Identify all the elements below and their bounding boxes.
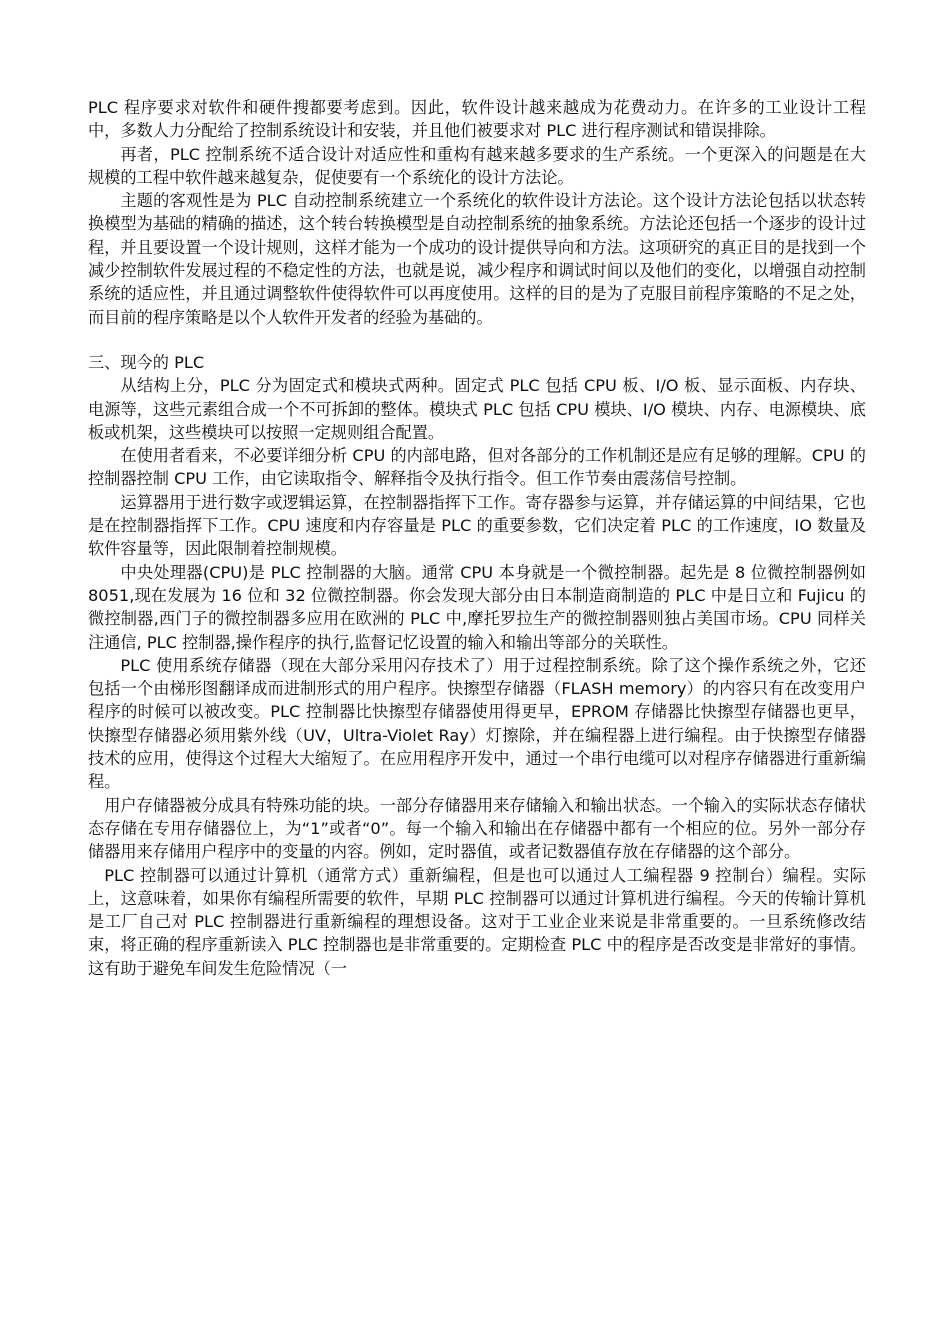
paragraph-user-memory: 用户存储器被分成具有特殊功能的块。一部分存储器用来存储输入和输出状态。一个输入的实际状态存储状态存储在专用存储器位上，为“1”或者“0”。每一个输入和输出在存储器中都有一个相应的位。另外一部分存储器用来存储用户程序中的变量的内容。例如，定时器值，或者记数器值存放在存储器的这个部分。 — [88, 795, 866, 862]
paragraph-flexibility: 再者，PLC 控制系统不适合设计对适应性和重构有越来越多要求的生产系统。一个更深入的问题是在大规模的工程中软件越来越复杂，促使要有一个系统化的设计方法论。 — [88, 144, 866, 187]
section-heading: 三、现今的 PLC — [88, 352, 205, 372]
paragraph-cpu-controller: 在使用者看来，不必要详细分析 CPU 的内部电路，但对各部分的工作机制还是应有足够的理解。CPU 的控制器控制 CPU 工作，由它读取指令、解释指令及执行指令。但工作节奏由震荡信号控制。 — [88, 446, 866, 489]
paragraph-structure: 从结构上分，PLC 分为固定式和模块式两种。固定式 PLC 包括 CPU 板、I/O 板、显示面板、内存块、电源等，这些元素组合成一个不可拆卸的整体。模块式 PLC 包括 CPU 模块、I/O 模块、内存、电源模块、底板或机架，这些模块可以按照一定规则组合配置。 — [88, 376, 866, 442]
paragraph-system-memory: PLC 使用系统存储器（现在大部分采用闪存技术了）用于过程控制系统。除了这个操作系统之外，它还包括一个由梯形图翻译成而进制形式的用户程序。快擦型存储器（FLASH memory）的内容只有在改变用户程序的时候可以被改变。PLC 控制器比快擦型存储器使用得更早，EPROM 存储器比快擦型存储器也更早，快擦型存储器必须用紫外线（UV，Ultra-Violet Ray）灯擦除，并在编程器上进行编程。由于快擦型存储器技术的应用，使得这个过程大大缩短了。在应用程序开发中，通过一个串行电缆可以对程序存储器进行重新编程。 — [88, 655, 866, 792]
section-spacer — [88, 329, 866, 351]
document-body — [88, 96, 866, 980]
paragraph-methodology: 主题的客观性是为 PLC 自动控制系统建立一个系统化的软件设计方法论。这个设计方法论包括以状态转换模型为基础的精确的描述，这个转台转换模型是自动控制系统的抽象系统。方法论还包括一个逐步的设计过程，并且要设置一个设计规则，这样才能为一个成功的设计提供导向和方法。这项研究的真正目的是找到一个减少控制软件发展过程的不稳定性的方法，也就是说，减少程序和调试时间以及他们的变化，以增强自动控制系统的适应性，并且通过调整软件使得软件可以再度使用。这样的目的是为了克服目前程序策略的不足之处，而目前的程序策略是以个人软件开发者的经验为基础的。 — [88, 191, 866, 327]
paragraph-reprogramming: PLC 控制器可以通过计算机（通常方式）重新编程，但是也可以通过人工编程器 9 控制台）编程。实际上，这意味着，如果你有编程所需要的软件，早期 PLC 控制器可以通过计算机进行编程。今天的传输计算机是工厂自己对 PLC 控制器进行重新编程的理想设备。这对于工业企业来说是非常重要的。一旦系统修改结束，将正确的程序重新读入 PLC 控制器也是非常重要的。定期检查 PLC 中的程序是否改变是非常好的事情。这有助于避免车间发生危险情况（一 — [88, 865, 866, 978]
paragraph-software-hardware: PLC 程序要求对软件和硬件搜都要考虑到。因此，软件设计越来越成为花费动力。在许多的工业设计工程中，多数人力分配给了控制系统设计和安装，并且他们被要求对 PLC 进行程序测试和错误排除。 — [88, 98, 866, 141]
paragraph-cpu-brain: 中央处理器(CPU)是 PLC 控制器的大脑。通常 CPU 本身就是一个微控制器。起先是 8 位微控制器例如 8051,现在发展为 16 位和 32 位微控制器。你会发现大部分由日本制造商制造的 PLC 中是日立和 Fujicu 的微控制器,西门子的微控制器多应用在欧洲的 PLC 中,摩托罗拉生产的微控制器则独占美国市场。CPU 同样关注通信, PLC 控制器,操作程序的执行,监督记忆设置的输入和输出等部分的关联性。 — [88, 562, 866, 652]
paragraph-arithmetic-unit: 运算器用于进行数字或逻辑运算，在控制器指挥下工作。寄存器参与运算，并存储运算的中间结果，它也是在控制器指挥下工作。CPU 速度和内存容量是 PLC 的重要参数，它们决定着 PLC 的工作速度，IO 数量及软件容量等，因此限制着控制规模。 — [88, 492, 866, 559]
